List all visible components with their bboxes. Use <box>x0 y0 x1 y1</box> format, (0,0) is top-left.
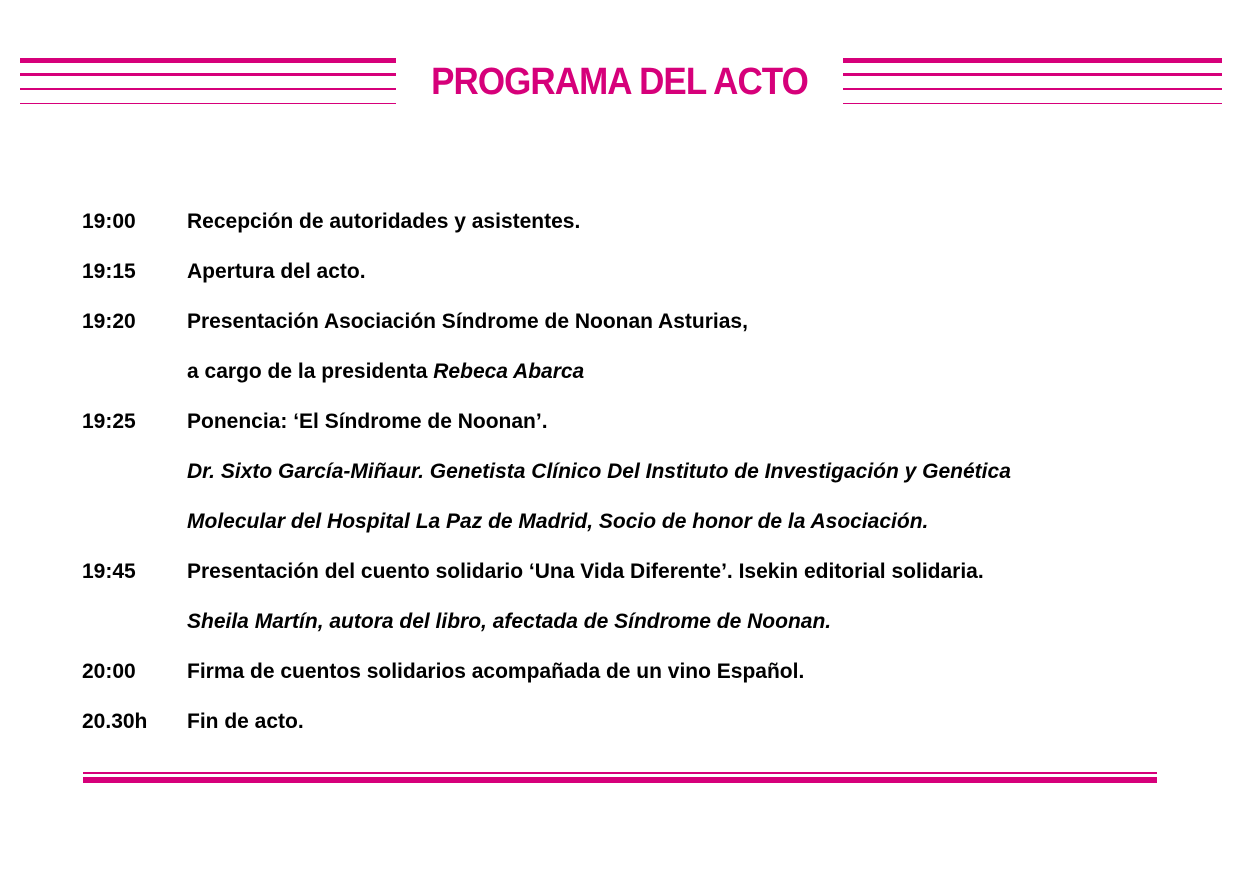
page-title: PROGRAMA DEL ACTO <box>431 61 808 103</box>
program-text: Fin de acto. <box>187 710 304 733</box>
program-text: Firma de cuentos solidarios acompañada de un vino Español. <box>187 660 805 683</box>
program-time: 20.30h <box>82 710 148 733</box>
speaker-description: Molecular del Hospital La Paz de Madrid, Socio de honor de la Asociación. <box>187 510 929 533</box>
program-row-continuation <box>82 497 1182 547</box>
decorative-line <box>20 58 396 63</box>
program-text: Ponencia: ‘El Síndrome de Noonan’. <box>187 410 548 433</box>
program-text: Presentación del cuento solidario ‘Una Vida Diferente’. Isekin editorial solidaria. <box>187 560 984 583</box>
program-text: Presentación Asociación Síndrome de Noonan Asturias, <box>187 310 748 333</box>
program-time: 20:00 <box>82 660 136 683</box>
decorative-line <box>843 58 1222 63</box>
program-time: 19:45 <box>82 560 136 583</box>
decorative-line <box>843 103 1222 104</box>
program-time: 19:00 <box>82 210 136 233</box>
program-text: Recepción de autoridades y asistentes. <box>187 210 581 233</box>
program-row <box>82 547 1182 597</box>
footer-rule <box>83 777 1157 783</box>
header-lines-right <box>843 58 1222 106</box>
decorative-line <box>843 73 1222 76</box>
program-row <box>82 297 1182 347</box>
speaker-description: Sheila Martín, autora del libro, afectada de Síndrome de Noonan. <box>187 610 832 633</box>
program-time: 19:20 <box>82 310 136 333</box>
decorative-line <box>20 73 396 76</box>
decorative-line <box>843 88 1222 90</box>
speaker-description: Dr. Sixto García-Miñaur. Genetista Clínico Del Instituto de Investigación y Genética <box>187 460 1011 483</box>
program-row <box>82 197 1182 247</box>
decorative-line <box>20 88 396 90</box>
footer-rule <box>83 772 1157 774</box>
program-text-plain: a cargo de la presidenta <box>187 360 434 383</box>
header-lines-left <box>20 58 396 106</box>
program-row-continuation <box>82 347 1182 397</box>
program-list <box>82 197 1182 747</box>
speaker-name: Rebeca Abarca <box>433 360 585 383</box>
program-time: 19:15 <box>82 260 136 283</box>
decorative-line <box>20 103 396 104</box>
program-text <box>187 360 584 384</box>
program-row <box>82 397 1182 447</box>
program-text: Apertura del acto. <box>187 260 366 283</box>
program-row <box>82 697 1182 747</box>
program-time: 19:25 <box>82 410 136 433</box>
program-row-continuation <box>82 447 1182 497</box>
program-row <box>82 247 1182 297</box>
program-row-continuation <box>82 597 1182 647</box>
program-row <box>82 647 1182 697</box>
